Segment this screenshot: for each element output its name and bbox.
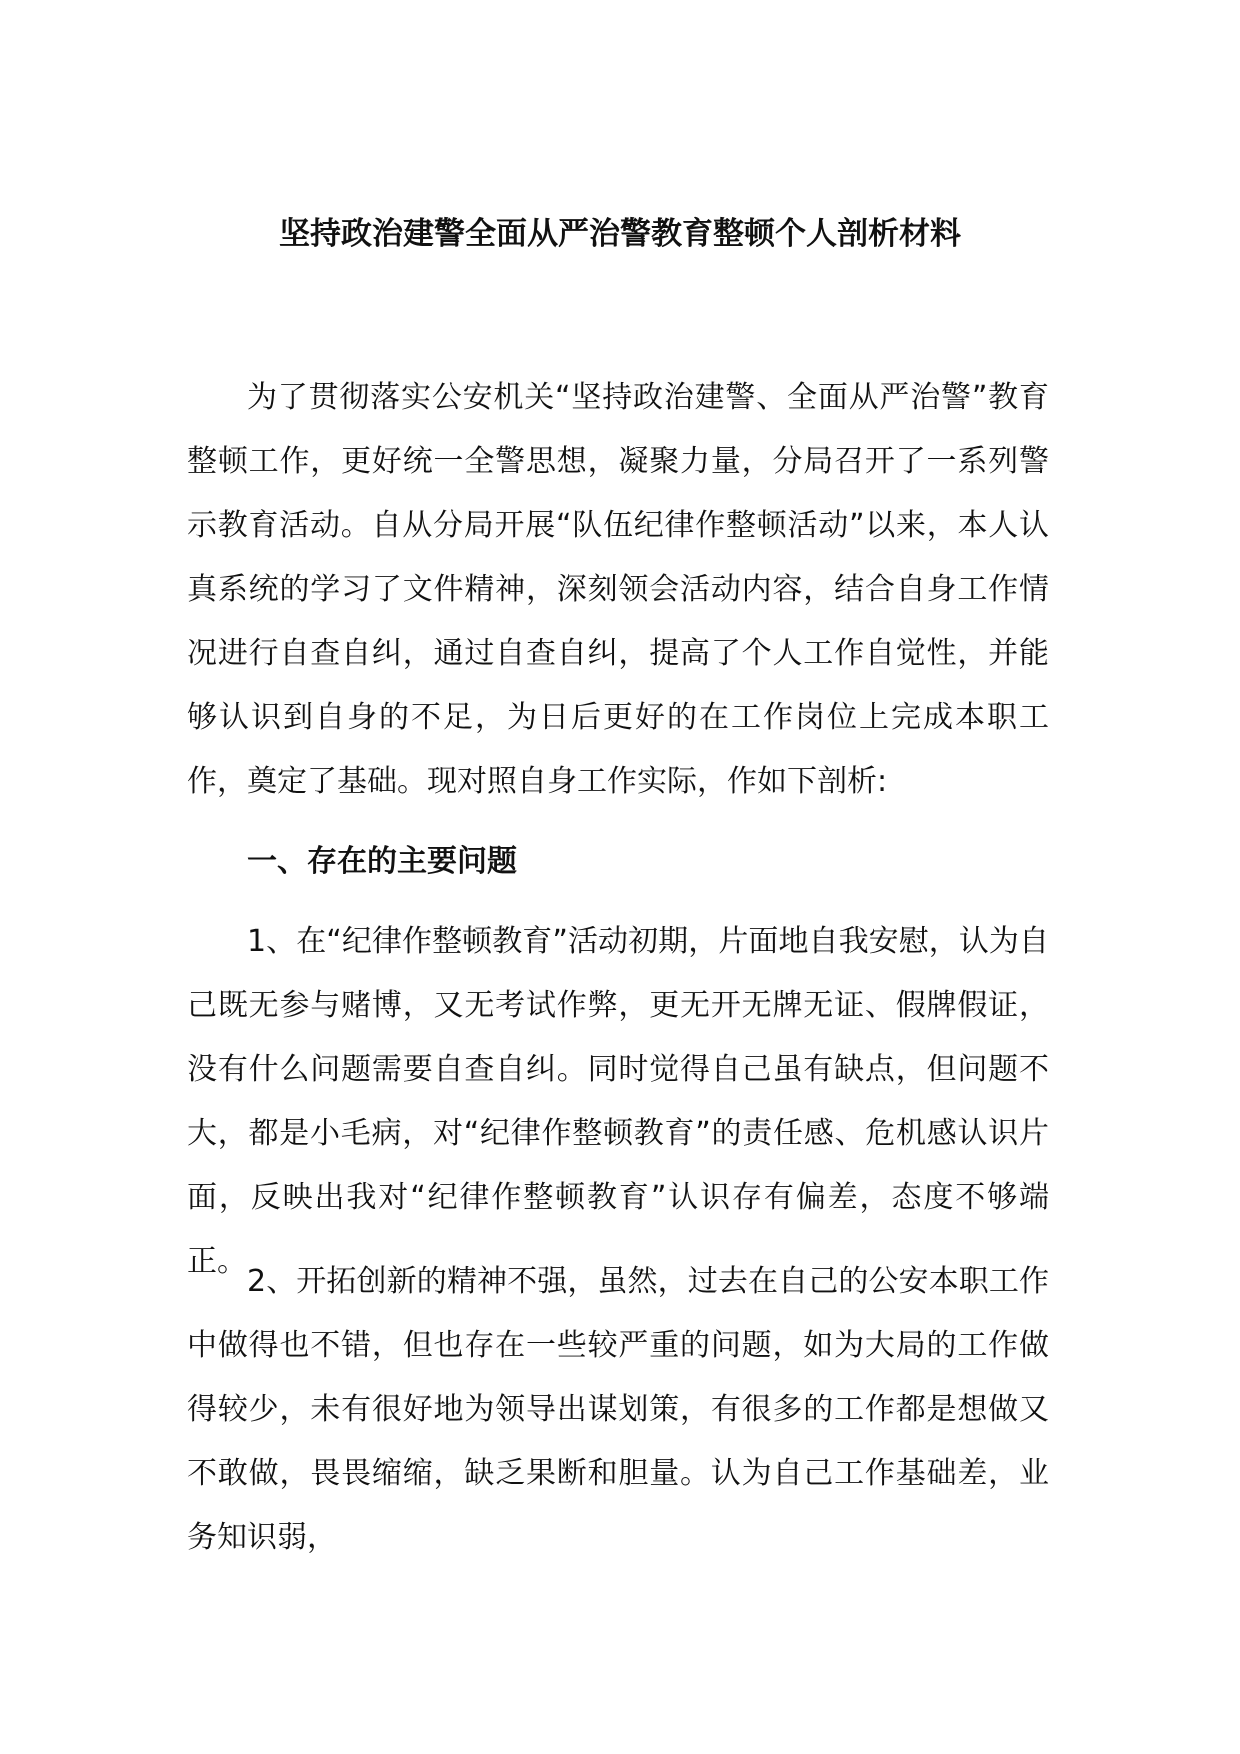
section-heading: 一、存在的主要问题: [247, 844, 517, 879]
intro-paragraph: 为了贯彻落实公安机关“坚持政治建警、全面从严治警”教育整顿工作，更好统一全警思想，凝聚力量，分局召开了一系列警示教育活动。自从分局开展“队伍纪律作整顿活动”以来，本人认真系统的学习了文件精神，深刻领会活动内容，结合自身工作情况进行自查自纠，通过自查自纠，提高了个人工作自觉性，并能够认识到自身的不足，为日后更好的在工作岗位上完成本职工作，奠定了基础。现对照自身工作实际，作如下剖析:: [187, 380, 1049, 799]
issue-item-2: 2、开拓创新的精神不强，虽然，过去在自己的公安本职工作中做得也不错，但也存在一些较严重的问题，如为大局的工作做得较少，未有很好地为领导出谋划策，有很多的工作都是想做又不敢做，畏畏缩缩，缺乏果断和胆量。认为自己工作基础差，业务知识弱，: [187, 1264, 1049, 1555]
issue-item-1-block: [187, 910, 1049, 1294]
document-title: 坚持政治建警全面从严治警教育整顿个人剖析材料: [279, 216, 961, 252]
intro-paragraph-block: [187, 366, 1049, 814]
issue-item-2-block: [187, 1250, 1049, 1570]
section-heading-block: [187, 830, 1049, 894]
issue-item-1: 1、在“纪律作整顿教育”活动初期，片面地自我安慰，认为自己既无参与赌博，又无考试作弊，更无开无牌无证、假牌假证，没有什么问题需要自查自纠。同时觉得自己虽有缺点，但问题不大，都是小毛病，对“纪律作整顿教育”的责任感、危机感认识片面，反映出我对“纪律作整顿教育”认识存有偏差，态度不够端正。: [187, 924, 1049, 1279]
